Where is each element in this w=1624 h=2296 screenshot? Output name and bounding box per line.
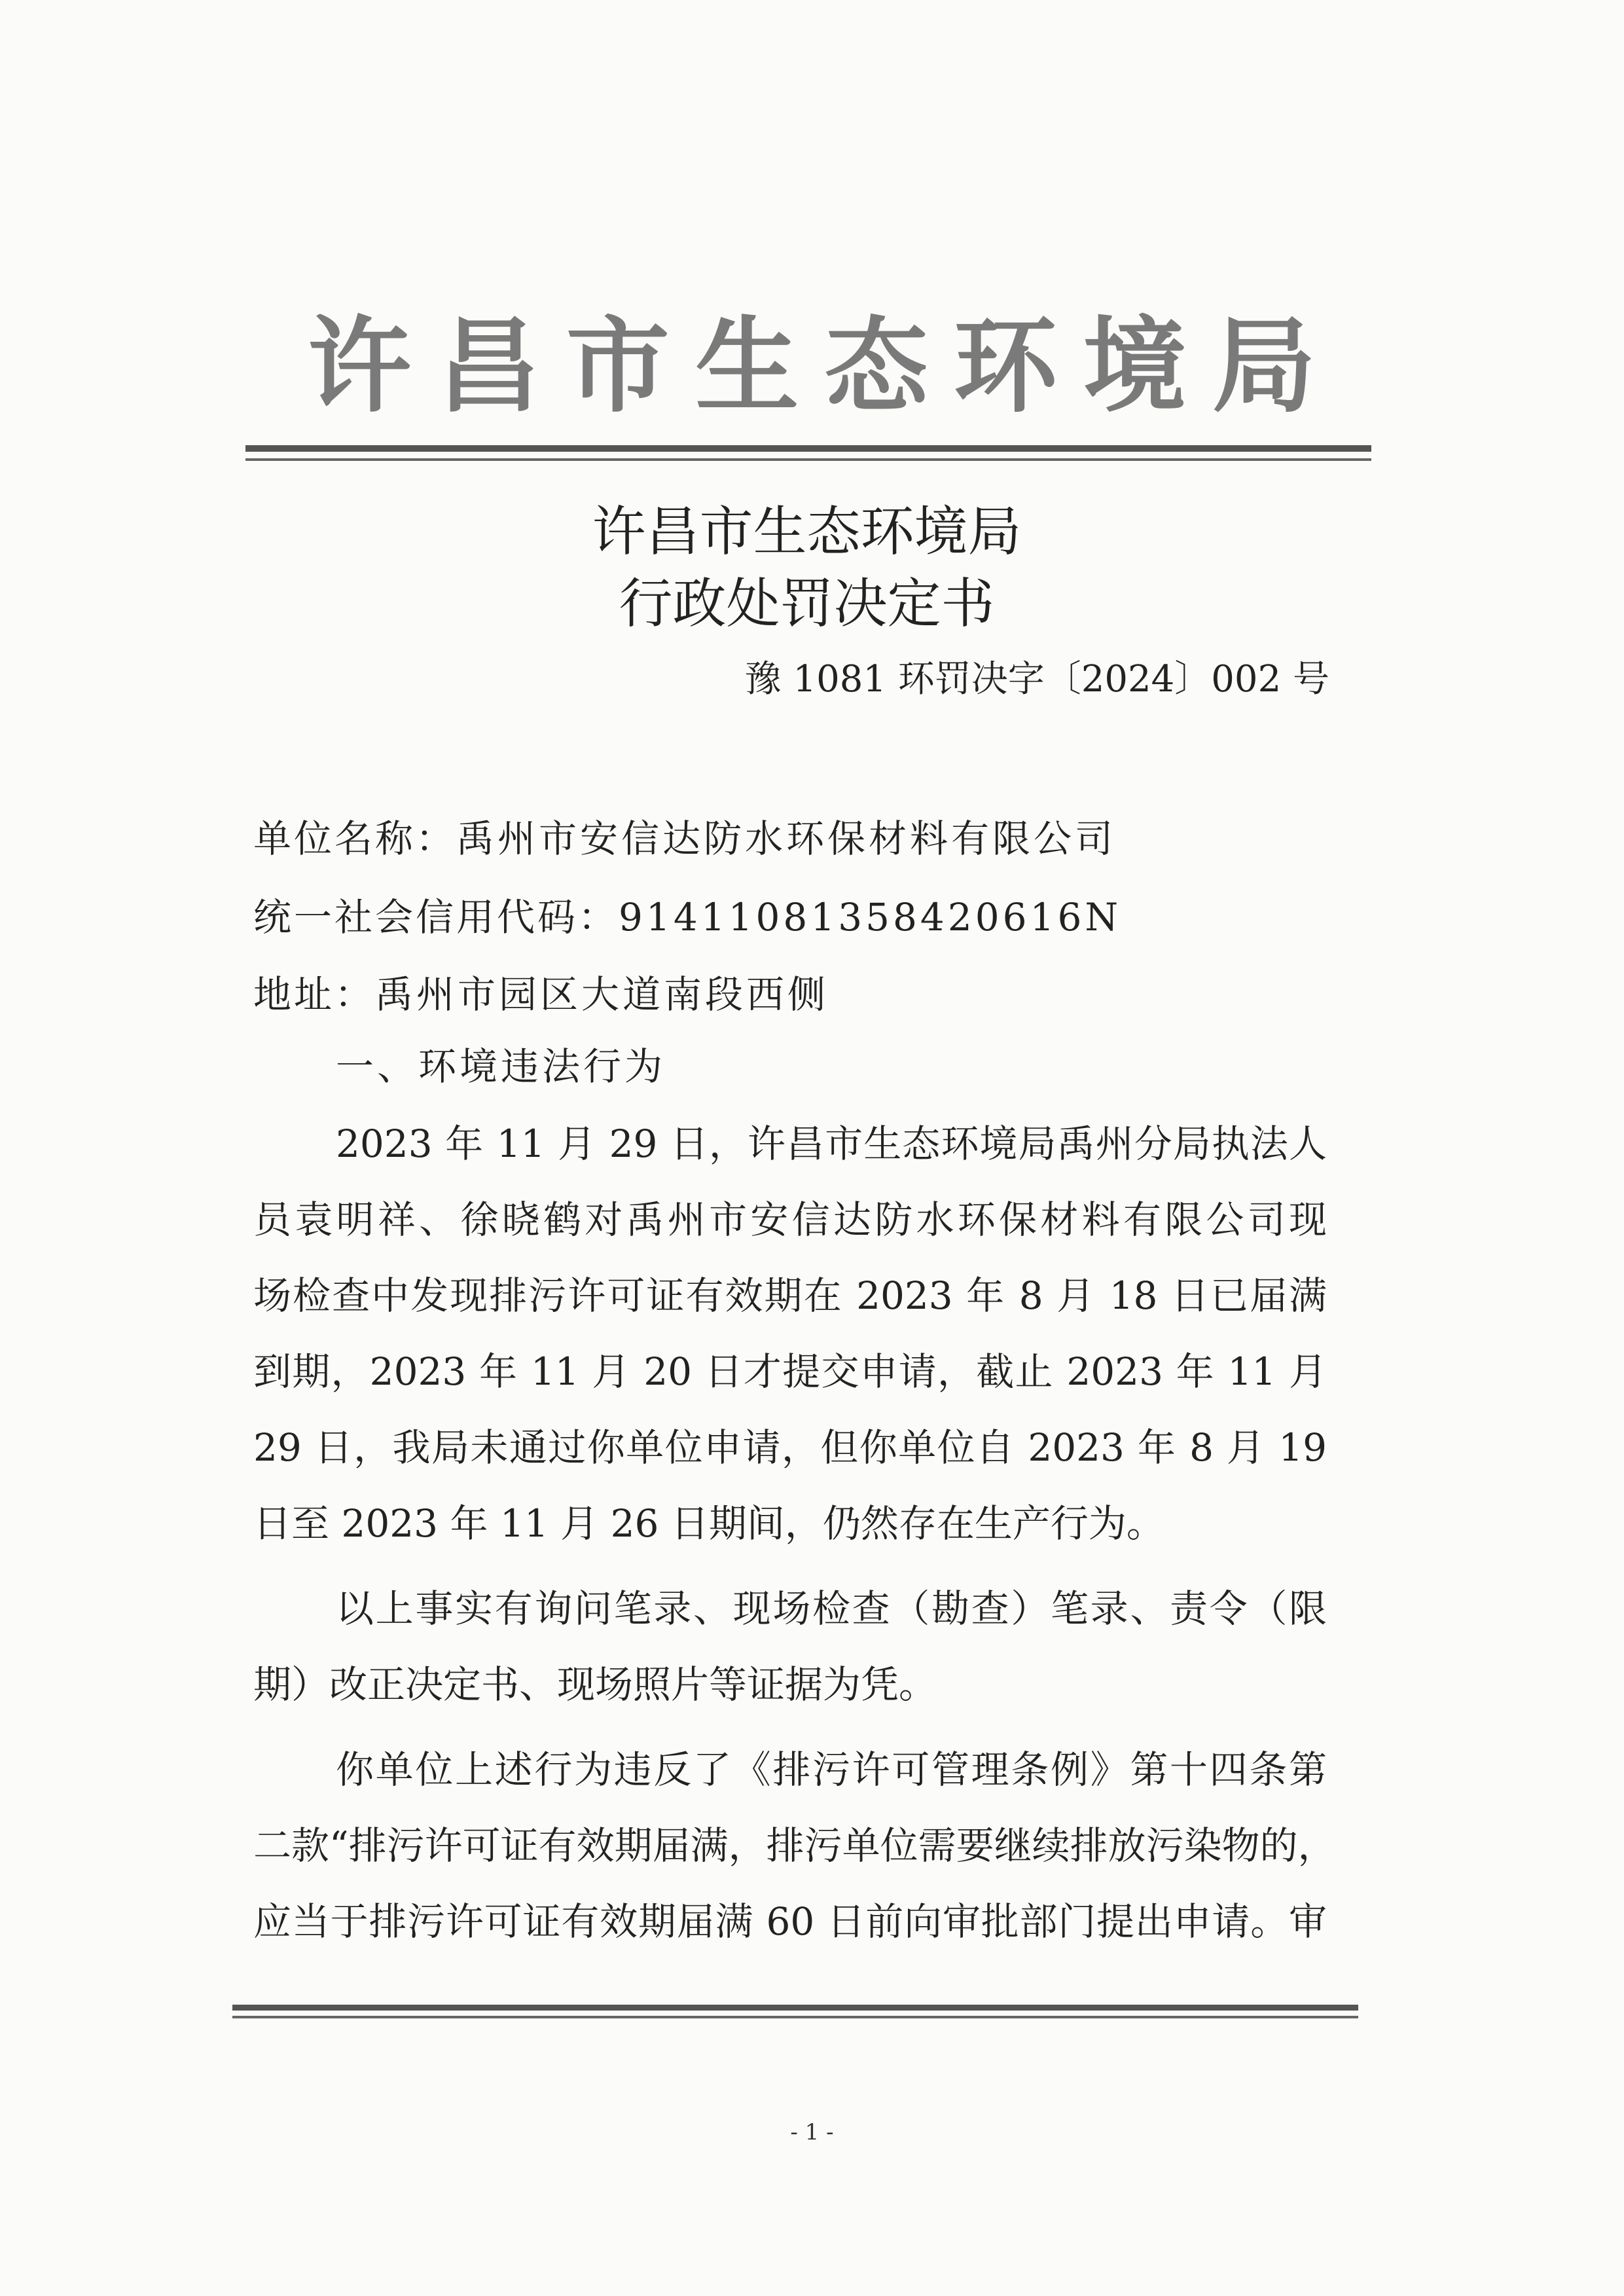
footer-rule-thin — [232, 2016, 1358, 2018]
paragraph-line: 二款“排污许可证有效期届满，排污单位需要继续排放污染物的， — [253, 1823, 1336, 1868]
page-number: - 1 - — [790, 2119, 834, 2145]
paragraph-line: 以上事实有询问笔录、现场检查（勘查）笔录、责令（限 — [336, 1586, 1327, 1631]
paragraph-line: 应当于排污许可证有效期届满 60 日前向审批部门提出申请。审 — [253, 1899, 1327, 1944]
address-label: 地址： — [253, 972, 376, 1017]
letterhead-char: 局 — [1212, 306, 1316, 427]
party-name-value: 禹州市安信达防水环保材料有限公司 — [456, 816, 1117, 861]
paragraph-line: 2023 年 11 月 29 日，许昌市生态环境局禹州分局执法人 — [336, 1121, 1327, 1166]
letterhead-title — [308, 308, 1316, 426]
letterhead-rule-thick — [245, 445, 1371, 452]
paragraph-line: 场检查中发现排污许可证有效期在 2023 年 8 月 18 日已届满 — [253, 1273, 1327, 1318]
letterhead-char: 境 — [1083, 306, 1187, 427]
letterhead-char: 态 — [824, 306, 928, 427]
credit-code-label: 统一社会信用代码： — [253, 895, 619, 939]
document-title-line2: 行政处罚决定书 — [619, 573, 995, 635]
letterhead-rule-thin — [245, 458, 1371, 461]
address-value: 禹州市园区大道南段西侧 — [375, 972, 829, 1017]
credit-code-row — [253, 895, 1122, 939]
paragraph-line: 你单位上述行为违反了《排污许可管理条例》第十四条第 — [336, 1747, 1327, 1792]
paragraph-line: 期）改正决定书、现场照片等证据为凭。 — [253, 1662, 937, 1707]
party-name-label: 单位名称： — [253, 816, 457, 861]
section-heading: 一、环境违法行为 — [336, 1044, 666, 1089]
paragraph-line: 员袁明祥、徐晓鹤对禹州市安信达防水环保材料有限公司现 — [253, 1197, 1327, 1242]
letterhead-char: 昌 — [437, 306, 541, 427]
paragraph-line: 日至 2023 年 11 月 26 日期间，仍然存在生产行为。 — [253, 1501, 1164, 1546]
credit-code-value: 91411081358420616N — [619, 895, 1122, 939]
paragraph-line: 到期，2023 年 11 月 20 日才提交申请，截止 2023 年 11 月 — [253, 1349, 1327, 1394]
letterhead-char: 生 — [695, 306, 799, 427]
document-number: 豫 1081 环罚决字〔2024〕002 号 — [744, 658, 1329, 701]
document-title-line1: 许昌市生态环境局 — [592, 501, 1022, 563]
letterhead-char: 市 — [566, 306, 670, 427]
address-row — [253, 972, 829, 1017]
footer-rule-thick — [232, 2005, 1358, 2011]
paragraph-line: 29 日，我局未通过你单位申请，但你单位自 2023 年 8 月 19 — [253, 1425, 1327, 1470]
letterhead-char: 环 — [954, 306, 1058, 427]
party-name-row — [253, 816, 1117, 861]
letterhead-char: 许 — [308, 306, 411, 427]
